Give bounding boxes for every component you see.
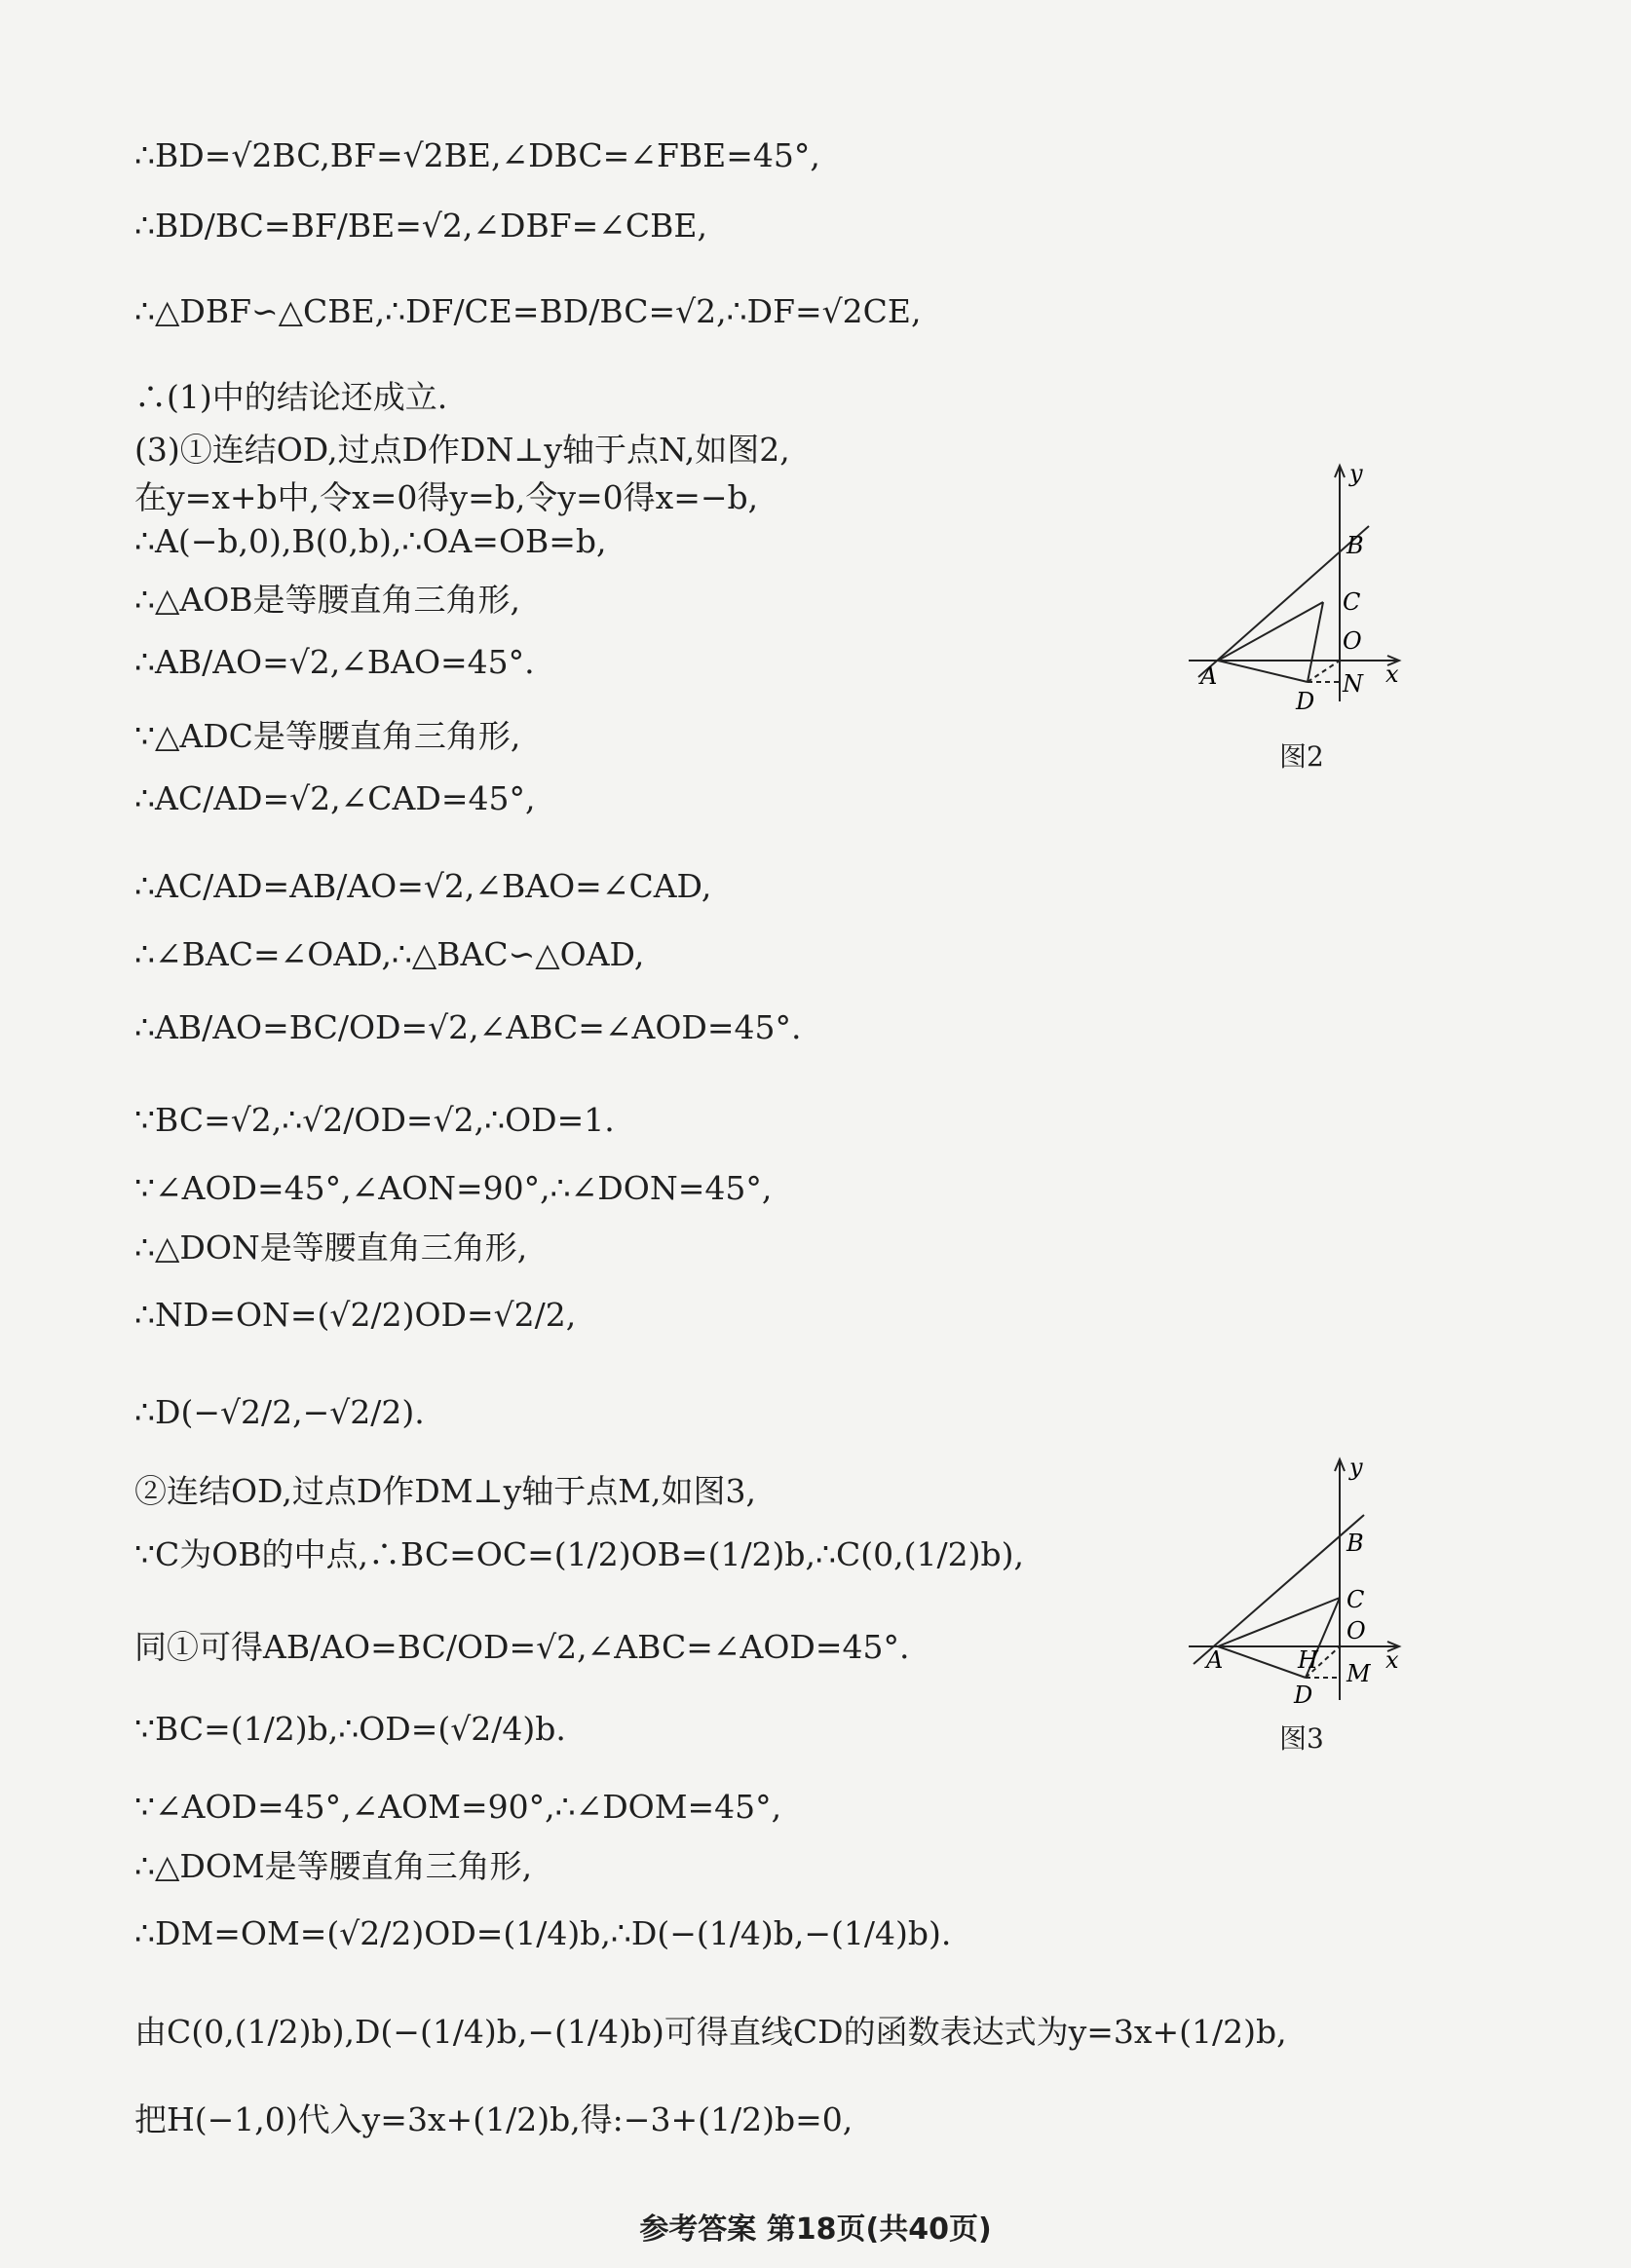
solution-line-3: ∴△DBF∽△CBE,∴DF/CE=BD/BC=√2,∴DF=√2CE, xyxy=(134,292,922,330)
solution-line-17: ∴△DON是等腰直角三角形, xyxy=(134,1228,528,1266)
solution-line-23: ∵BC=(1/2)b,∴OD=(√2/4)b. xyxy=(134,1710,566,1748)
solution-line-20: ②连结OD,过点D作DM⊥y轴于点M,如图3, xyxy=(134,1472,756,1510)
fig2-label-n: N xyxy=(1343,670,1363,698)
solution-line-19: ∴D(−√2/2,−√2/2). xyxy=(134,1393,425,1431)
solution-line-21: ∵C为OB的中点,∴BC=OC=(1/2)OB=(1/2)b,∴C(0,(1/2)b), xyxy=(134,1535,1024,1573)
solution-line-13: ∴∠BAC=∠OAD,∴△BAC∽△OAD, xyxy=(134,935,645,973)
solution-line-14: ∴AB/AO=BC/OD=√2,∠ABC=∠AOD=45°. xyxy=(134,1008,802,1046)
solution-line-7: ∴A(−b,0),B(0,b),∴OA=OB=b, xyxy=(134,522,607,560)
figure-2-caption: 图2 xyxy=(1279,740,1324,773)
solution-line-28: 把H(−1,0)代入y=3x+(1/2)b,得:−3+(1/2)b=0, xyxy=(134,2100,853,2138)
solution-line-26: ∴DM=OM=(√2/2)OD=(1/4)b,∴D(−(1/4)b,−(1/4)b). xyxy=(134,1914,952,1952)
solution-line-22: 同①可得AB/AO=BC/OD=√2,∠ABC=∠AOD=45°. xyxy=(134,1628,910,1666)
fig2-label-d: D xyxy=(1296,688,1315,715)
figure-3-caption: 图3 xyxy=(1279,1722,1324,1755)
fig2-label-c: C xyxy=(1343,588,1361,616)
solution-line-1: ∴BD=√2BC,BF=√2BE,∠DBC=∠FBE=45°, xyxy=(134,136,820,174)
solution-line-6: 在y=x+b中,令x=0得y=b,令y=0得x=−b, xyxy=(134,478,759,516)
solution-line-16: ∵∠AOD=45°,∠AON=90°,∴∠DON=45°, xyxy=(134,1169,773,1207)
solution-line-12: ∴AC/AD=AB/AO=√2,∠BAO=∠CAD, xyxy=(134,867,712,905)
solution-line-11: ∴AC/AD=√2,∠CAD=45°, xyxy=(134,779,536,817)
fig2-label-b: B xyxy=(1347,532,1364,559)
solution-line-5: (3)①连结OD,过点D作DN⊥y轴于点N,如图2, xyxy=(134,431,790,469)
solution-line-8: ∴△AOB是等腰直角三角形, xyxy=(134,581,520,619)
solution-line-4: ∴(1)中的结论还成立. xyxy=(134,378,448,416)
figure-2-diagram xyxy=(1179,458,1432,721)
fig3-label-y: y xyxy=(1349,1454,1363,1481)
solution-line-2: ∴BD/BC=BF/BE=√2,∠DBF=∠CBE, xyxy=(134,207,707,245)
fig2-label-y: y xyxy=(1349,460,1363,487)
solution-line-25: ∴△DOM是等腰直角三角形, xyxy=(134,1847,533,1885)
fig2-label-x: x xyxy=(1385,661,1399,688)
figure-3-diagram xyxy=(1179,1452,1432,1715)
solution-line-15: ∵BC=√2,∴√2/OD=√2,∴OD=1. xyxy=(134,1101,615,1139)
fig2-label-a: A xyxy=(1200,662,1218,690)
fig3-label-d: D xyxy=(1294,1682,1313,1709)
solution-line-24: ∵∠AOD=45°,∠AOM=90°,∴∠DOM=45°, xyxy=(134,1788,782,1826)
fig3-label-a: A xyxy=(1206,1646,1224,1674)
fig2-label-o: O xyxy=(1343,627,1362,655)
page-footer: 参考答案 第18页(共40页) xyxy=(639,2212,992,2247)
solution-line-27: 由C(0,(1/2)b),D(−(1/4)b,−(1/4)b)可得直线CD的函数表达式为y=3x+(1/2)b, xyxy=(134,2013,1287,2051)
solution-line-9: ∴AB/AO=√2,∠BAO=45°. xyxy=(134,643,535,681)
fig3-label-c: C xyxy=(1347,1586,1365,1613)
solution-line-18: ∴ND=ON=(√2/2)OD=√2/2, xyxy=(134,1296,577,1334)
fig3-label-h: H xyxy=(1298,1646,1318,1674)
fig3-label-b: B xyxy=(1347,1530,1364,1557)
fig3-label-o: O xyxy=(1347,1617,1366,1644)
fig3-label-x: x xyxy=(1385,1646,1399,1674)
fig3-label-m: M xyxy=(1347,1660,1371,1687)
solution-line-10: ∵△ADC是等腰直角三角形, xyxy=(134,717,521,755)
